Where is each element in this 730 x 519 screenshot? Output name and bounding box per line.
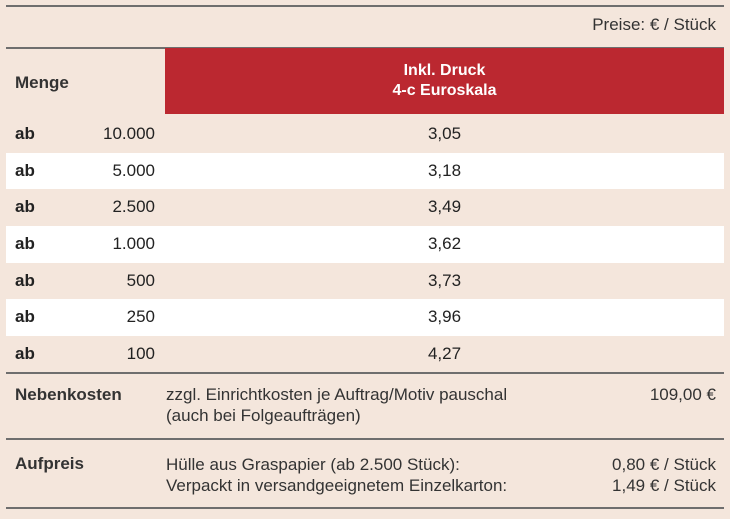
nebenkosten-label: Nebenkosten: [15, 385, 122, 404]
aufpreis-label: Aufpreis: [15, 454, 84, 473]
column-header-print-line1: Inkl. Druck: [403, 62, 486, 79]
row-price: 4,27: [427, 344, 462, 364]
aufpreis-text: [166, 454, 507, 496]
table-row: [6, 226, 724, 263]
row-prefix: ab: [15, 344, 35, 364]
row-price: 3,49: [427, 197, 462, 217]
nebenkosten-line2: (auch bei Folgeaufträgen): [166, 406, 361, 425]
nebenkosten-rule: [6, 372, 724, 374]
price-table-rows: [6, 116, 724, 373]
column-header-print-line2: 4-c Euroskala: [392, 82, 497, 99]
row-price: 3,18: [427, 160, 462, 180]
aufpreis-item1: Hülle aus Graspapier (ab 2.500 Stück):: [166, 455, 460, 474]
nebenkosten-line1: zzgl. Einrichtkosten je Auftrag/Motiv pauschal: [166, 385, 508, 404]
row-price: 3,73: [427, 270, 462, 290]
row-quantity: 10.000: [103, 124, 155, 143]
bottom-rule: [6, 507, 724, 509]
row-quantity: 1.000: [112, 234, 155, 254]
table-row: [6, 336, 724, 373]
table-row: [6, 153, 724, 190]
row-prefix: ab: [15, 124, 35, 143]
row-quantity: 500: [126, 270, 155, 290]
nebenkosten-value: 109,00 €: [649, 385, 716, 404]
aufpreis-value2: 1,49 € / Stück: [612, 476, 716, 495]
row-quantity: 100: [126, 344, 155, 364]
row-prefix: ab: [15, 234, 35, 254]
aufpreis-item2: Verpackt in versandgeeignetem Einzelkarton:: [166, 476, 508, 495]
aufpreis-rule: [6, 438, 724, 440]
row-price: 3,05: [427, 124, 462, 143]
aufpreis-values: [612, 454, 716, 496]
prices-note: Preise: € / Stück: [592, 15, 716, 34]
row-quantity: 5.000: [112, 160, 155, 180]
nebenkosten-text: [166, 384, 507, 426]
table-row: [6, 116, 724, 153]
row-price: 3,96: [427, 307, 462, 327]
row-prefix: ab: [15, 197, 35, 217]
aufpreis-value1: 0,80 € / Stück: [612, 455, 716, 474]
row-quantity: 250: [126, 307, 155, 327]
table-row: [6, 189, 724, 226]
row-price: 3,62: [427, 234, 462, 254]
table-row: [6, 299, 724, 336]
table-row: [6, 263, 724, 300]
column-header-print: [165, 48, 724, 114]
column-header-quantity: Menge: [15, 73, 69, 92]
row-prefix: ab: [15, 160, 35, 180]
row-prefix: ab: [15, 270, 35, 290]
row-quantity: 2.500: [112, 197, 155, 217]
top-rule: [6, 5, 724, 7]
row-prefix: ab: [15, 307, 35, 327]
